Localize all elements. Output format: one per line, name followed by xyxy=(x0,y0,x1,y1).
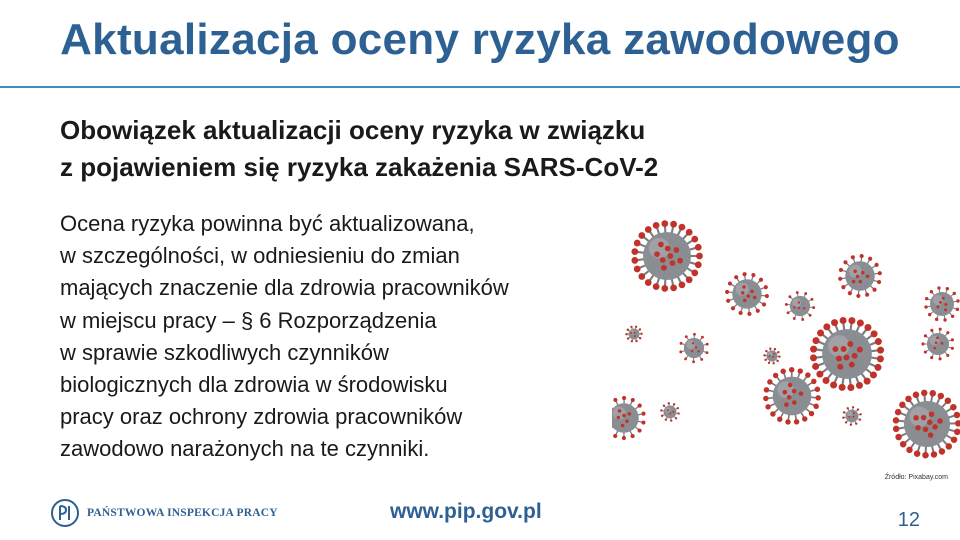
slide-subtitle xyxy=(60,112,880,186)
pip-logo xyxy=(50,498,278,528)
body-line: biologicznych dla zdrowia w środowisku xyxy=(60,372,448,398)
virus-particle xyxy=(893,390,960,459)
coronavirus-illustration xyxy=(612,216,960,478)
subtitle-line: Obowiązek aktualizacji oceny ryzyka w związku xyxy=(60,115,646,145)
virus-particle xyxy=(725,272,769,316)
virus-particle xyxy=(842,406,862,426)
virus-particle xyxy=(924,286,959,321)
slide-title: Aktualizacja oceny ryzyka zawodowego xyxy=(60,15,900,64)
org-name: PAŃSTWOWA INSPEKCJA PRACY xyxy=(87,507,278,519)
virus-particle xyxy=(763,347,780,364)
virus-particle xyxy=(625,326,642,343)
virus-particle xyxy=(921,328,954,361)
virus-particle xyxy=(631,220,702,292)
subtitle-line: z pojawieniem się ryzyka zakażenia SARS-CoV-2 xyxy=(60,152,659,182)
pip-emblem-icon xyxy=(50,498,80,528)
body-line: w szczególności, w odniesieniu do zmian xyxy=(60,243,460,269)
virus-particle xyxy=(612,396,646,440)
virus-particle xyxy=(838,254,882,298)
body-line: pracy oraz ochrony zdrowia pracowników xyxy=(60,404,463,430)
image-credit: Źródło: Pixabay.com xyxy=(884,474,948,481)
body-line: zawodowo narażonych na te czynniki. xyxy=(60,436,430,462)
title-divider xyxy=(0,86,960,88)
page-number: 12 xyxy=(897,509,920,531)
virus-particle xyxy=(679,333,708,363)
website-link[interactable]: www.pip.gov.pl xyxy=(390,500,542,523)
virus-particle xyxy=(785,291,815,321)
virus-particle xyxy=(810,317,884,391)
virus-particle xyxy=(763,367,821,425)
body-line: w sprawie szkodliwych czynników xyxy=(60,339,389,365)
body-paragraph xyxy=(60,208,620,466)
body-line: Ocena ryzyka powinna być aktualizowana, xyxy=(60,211,475,236)
body-line: mających znaczenie dla zdrowia pracowników xyxy=(60,275,509,301)
virus-particle xyxy=(660,402,680,422)
body-line: w miejscu pracy – § 6 Rozporządzenia xyxy=(60,307,437,333)
